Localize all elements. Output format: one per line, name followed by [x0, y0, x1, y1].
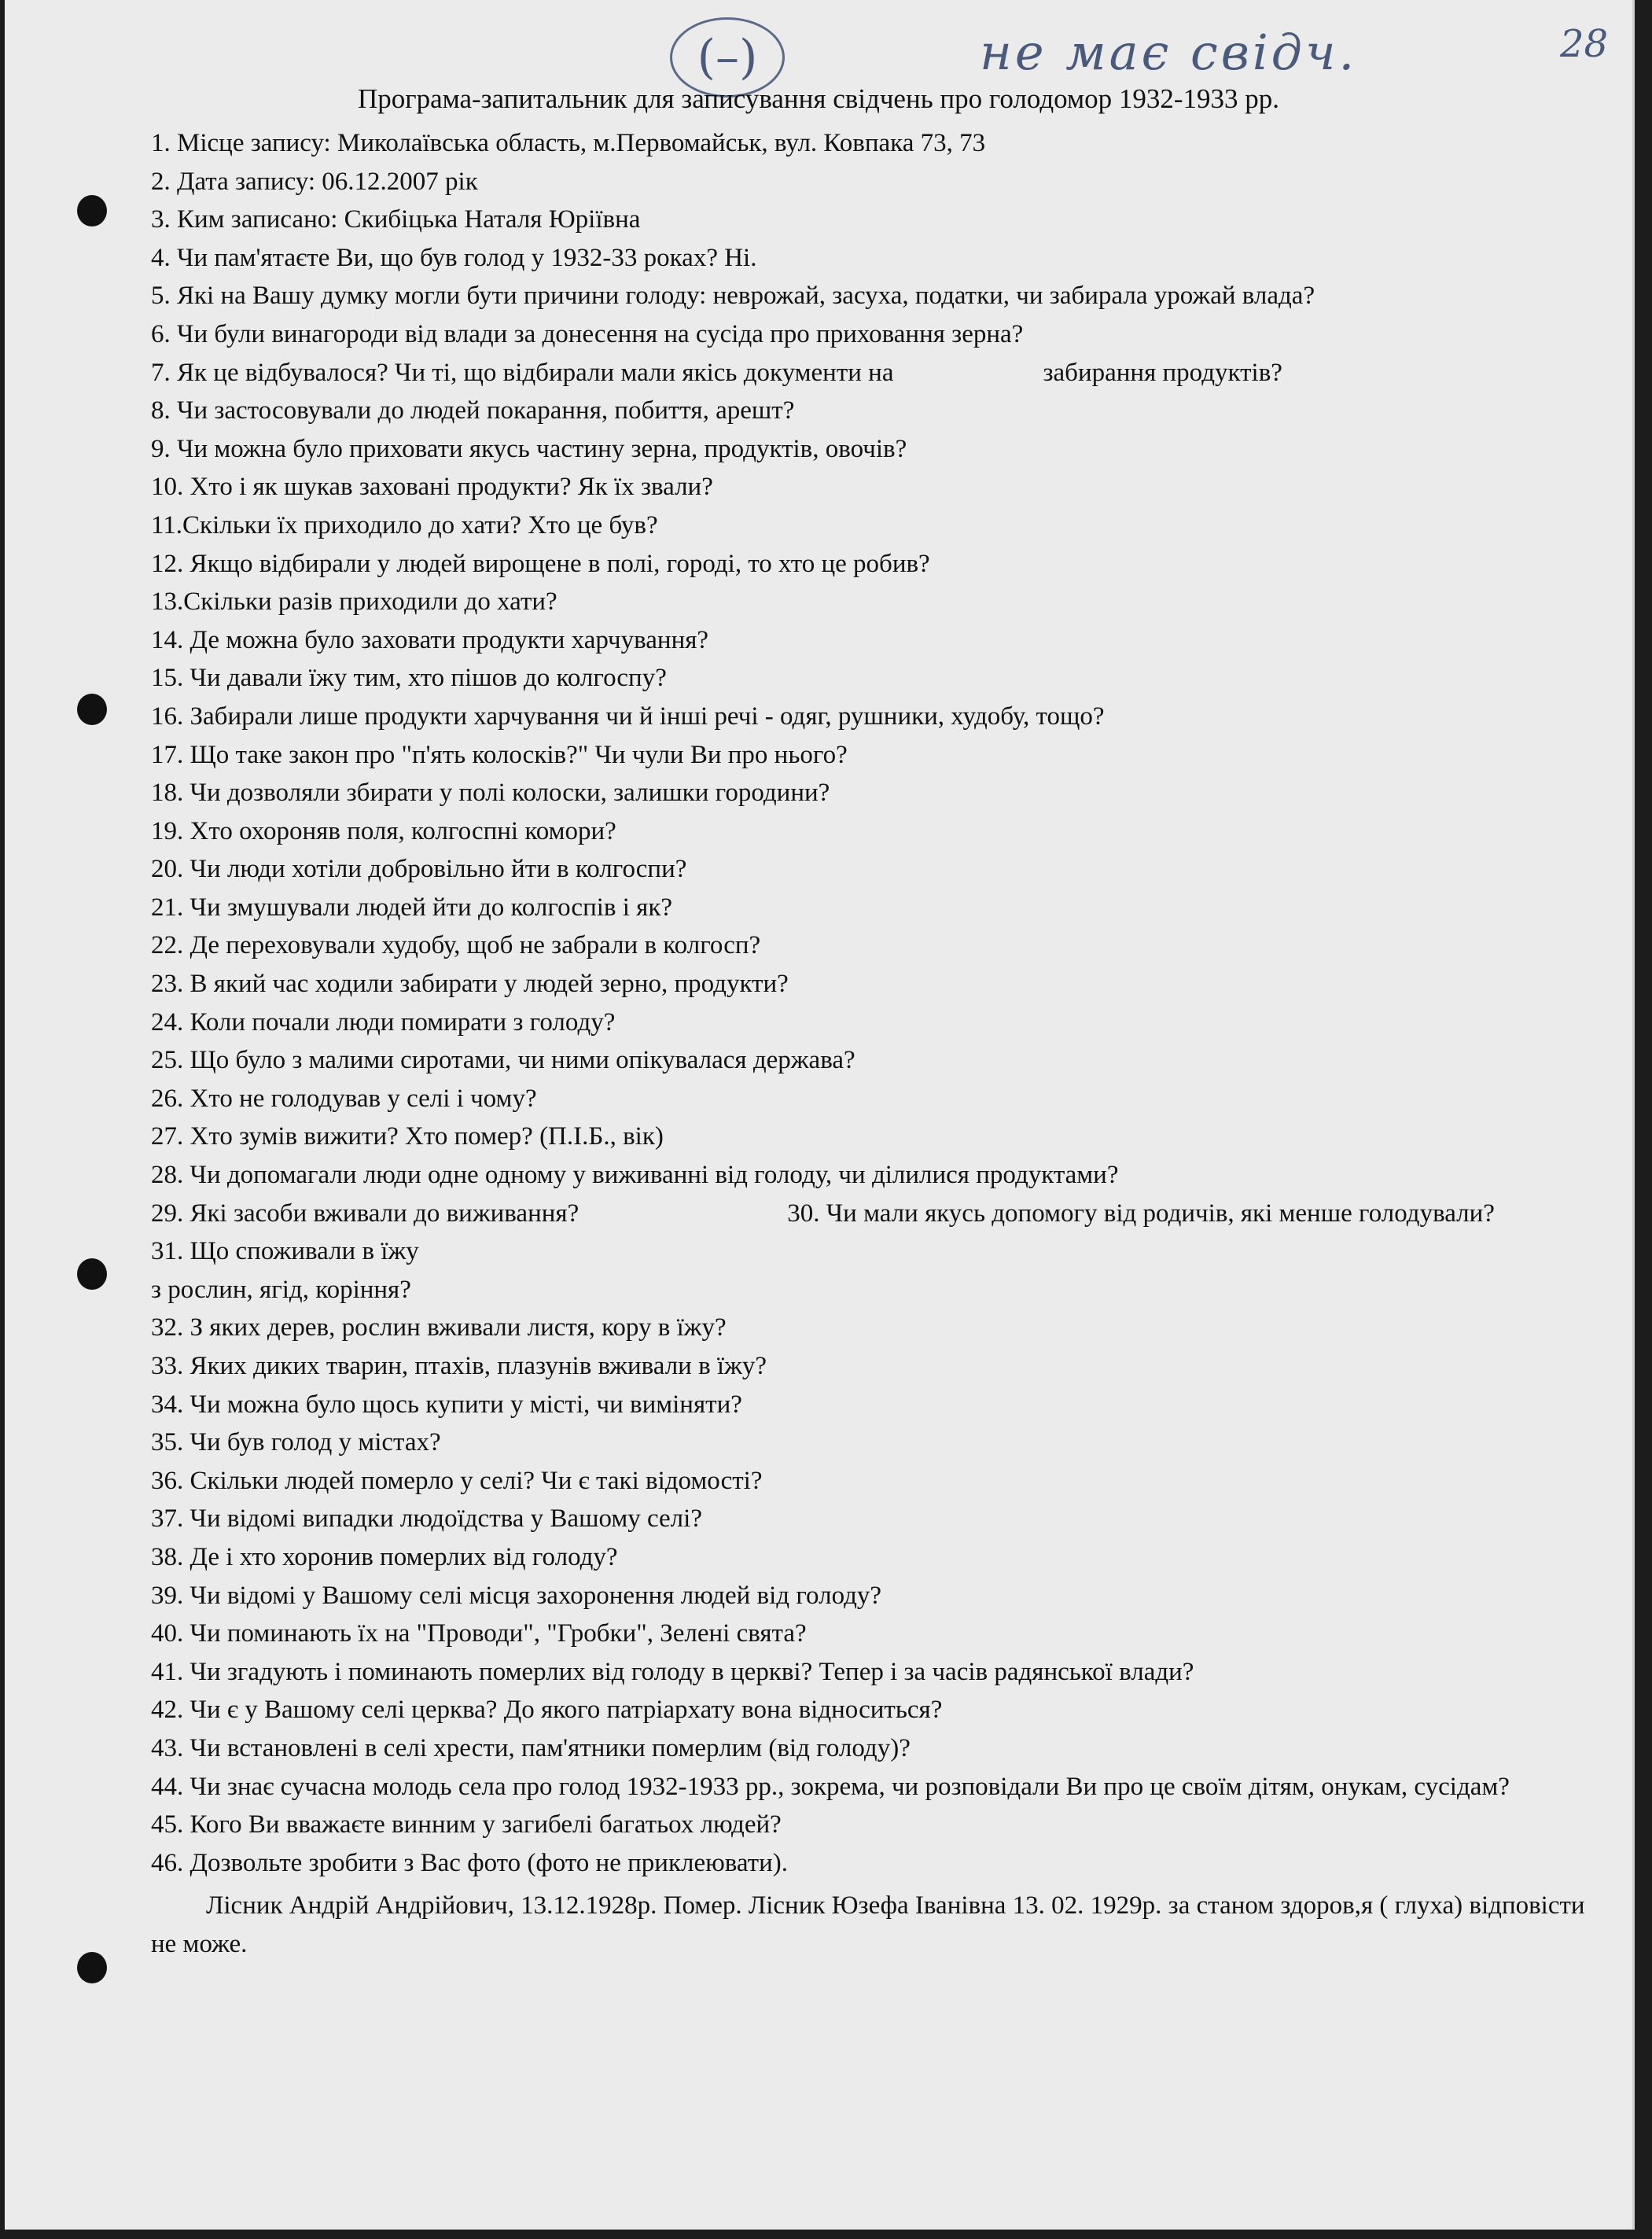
question-item: 4. Чи пам'ятаєте Ви, що був голод у 1932-33 роках? Ні.: [151, 243, 757, 272]
question-item: 25. Що було з малими сиротами, чи ними опікувалася держава?: [151, 1046, 855, 1075]
question-item: 3. Ким записано: Скибіцька Наталя Юріївна: [151, 205, 641, 234]
question-item: 12. Якщо відбирали у людей вирощене в полі, городі, то хто це робив?: [151, 549, 930, 578]
question-item: 9. Чи можна було приховати якусь частину зерна, продуктів, овочів?: [151, 434, 907, 463]
question-item: 11.Скільки їх приходило до хати? Хто це був?: [151, 510, 658, 539]
question-item: 36. Скільки людей померло у селі? Чи є такі відомості?: [151, 1466, 763, 1495]
question-item: 34. Чи можна було щось купити у місті, чи виміняти?: [151, 1390, 742, 1419]
punch-hole: [77, 195, 107, 226]
question-item: 13.Скільки разів приходили до хати?: [151, 587, 557, 617]
question-item: 46. Дозвольте зробити з Вас фото (фото не приклеювати).: [151, 1848, 788, 1877]
question-item: 15. Чи давали їжу тим, хто пішов до колгоспу?: [151, 664, 667, 693]
question-item: [151, 354, 1590, 392]
question-item: 2. Дата запису: 06.12.2007 рік: [151, 167, 478, 196]
question-item: 45. Кого Ви вважаєте винним у загибелі багатьох людей?: [151, 1810, 782, 1839]
question-item: [151, 1195, 1590, 1233]
punch-hole: [77, 694, 107, 725]
punch-hole: [77, 1258, 107, 1290]
question-item: 14. Де можна було заховати продукти харчування?: [151, 625, 709, 654]
question-item: 24. Коли почали люди помирати з голоду?: [151, 1007, 616, 1037]
handwritten-circled-mark: (–): [670, 17, 785, 98]
question-item: 40. Чи поминають їх на "Проводи", "Гробки", Зелені свята?: [151, 1619, 807, 1648]
question-item: 19. Хто охороняв поля, колгоспні комори?: [151, 816, 616, 845]
question-item: 28. Чи допомагали люди одне одному у виживанні від голоду, чи ділилися продуктами?: [151, 1161, 1119, 1190]
question-text: 29. Які засоби вживали до виживання?: [151, 1199, 579, 1228]
question-item: 23. В який час ходили забирати у людей зерно, продукти?: [151, 970, 789, 999]
question-item: 21. Чи змушували людей йти до колгоспів і як?: [151, 893, 673, 922]
question-item: 31. Що споживали в їжу: [151, 1237, 419, 1266]
handwritten-page-number: 28: [1560, 22, 1609, 66]
question-item: 22. Де переховували худобу, щоб не забрали в колгосп?: [151, 931, 761, 960]
question-text-continued: 30. Чи мали якусь допомогу від родичів, які менше голодували?: [787, 1199, 1495, 1228]
question-item: 35. Чи був голод у містах?: [151, 1428, 441, 1457]
question-item: 33. Яких диких тварин, птахів, плазунів вживали в їжу?: [151, 1352, 767, 1380]
handwritten-note: не має свідч.: [980, 24, 1358, 81]
question-text: 7. Як це відбувалося? Чи ті, що відбирали мали якісь документи на: [151, 358, 894, 387]
document-page: [5, 0, 1635, 2230]
question-item: 38. Де і хто хоронив померлих від голоду?: [151, 1542, 618, 1571]
question-item: 41. Чи згадують і поминають померлих від голоду в церкві? Тепер і за часів радянської влади?: [151, 1657, 1194, 1686]
question-item: 6. Чи були винагороди від влади за донесення на сусіда про приховання зерна?: [151, 319, 1024, 348]
question-item: 32. З яких дерев, рослин вживали листя, кору в їжу?: [151, 1313, 727, 1342]
question-text-continued: забирання продуктів?: [1043, 358, 1282, 387]
punch-hole: [77, 1952, 107, 1983]
document-title: Програма-запитальник для записування свідчень про голодомор 1932-1933 рр.: [357, 83, 1280, 114]
question-item: 20. Чи люди хотіли добровільно йти в колгоспи?: [151, 855, 687, 884]
question-item: 17. Що таке закон про "п'ять колосків?" Чи чули Ви про нього?: [151, 740, 848, 769]
question-item: 5. Які на Вашу думку могли бути причини голоду: неврожай, засуха, податки, чи забирала урожай влада?: [151, 282, 1315, 311]
question-item: 1. Місце запису: Миколаївська область, м.Первомайськ, вул. Ковпака 73, 73: [151, 129, 986, 157]
question-item: 44. Чи знає сучасна молодь села про голод 1932-1933 рр., зокрема, чи розповідали Ви про це своїм дітям, онукам, сусідам?: [151, 1772, 1510, 1801]
respondent-answer: Лісник Андрій Андрійович, 13.12.1928р. Помер. Лісник Юзефа Іванівна 13. 02. 1929р. за станом здоров,я ( глуха) відповісти не може.: [151, 1891, 1585, 1959]
question-item: 8. Чи застосовували до людей покарання, побиття, арешт?: [151, 396, 795, 425]
question-item: 42. Чи є у Вашому селі церква? До якого патріархату вона відноситься?: [151, 1696, 943, 1725]
question-item: 10. Хто і як шукав заховані продукти? Як їх звали?: [151, 473, 713, 502]
question-item: 43. Чи встановлені в селі хрести, пам'ятники померлим (від голоду)?: [151, 1733, 911, 1762]
question-item: 26. Хто не голодував у селі і чому?: [151, 1084, 537, 1113]
question-item: 16. Забирали лише продукти харчування чи й інші речі - одяг, рушники, худобу, тощо?: [151, 702, 1105, 731]
question-item: 39. Чи відомі у Вашому селі місця захоронення людей від голоду?: [151, 1581, 882, 1610]
question-item: 18. Чи дозволяли збирати у полі колоски, залишки городини?: [151, 779, 830, 808]
question-item: 27. Хто зумів вижити? Хто помер? (П.І.Б., вік): [151, 1122, 664, 1151]
questionnaire: [151, 124, 1590, 1964]
question-item: 37. Чи відомі випадки людоїдства у Вашому селі?: [151, 1504, 702, 1534]
question-item: з рослин, ягід, коріння?: [151, 1275, 411, 1304]
